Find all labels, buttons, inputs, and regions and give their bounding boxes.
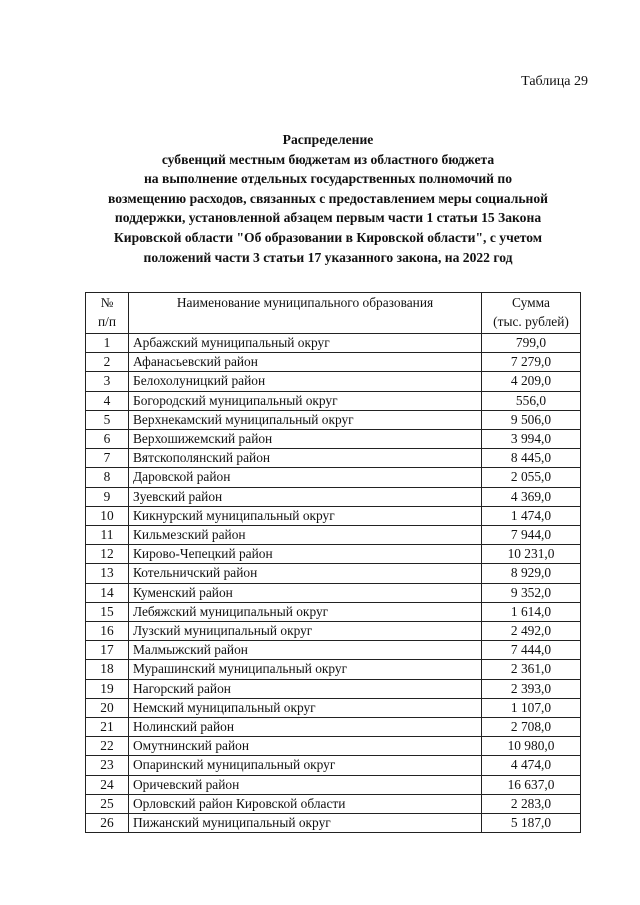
header-sum-line2: (тыс. рублей) <box>493 314 569 329</box>
row-amount: 2 361,0 <box>482 660 581 679</box>
table-row <box>86 564 581 583</box>
row-municipality-name: Вятскополянский район <box>129 449 482 468</box>
row-number: 24 <box>86 775 129 794</box>
table-row <box>86 775 581 794</box>
row-number: 17 <box>86 641 129 660</box>
header-number-line2: п/п <box>97 314 117 329</box>
title-line: на выполнение отдельных государственных полномочий по <box>143 171 513 187</box>
row-amount: 1 474,0 <box>482 506 581 525</box>
row-municipality-name: Омутнинский район <box>129 737 482 756</box>
row-municipality-name: Лузский муниципальный округ <box>129 622 482 641</box>
row-municipality-name: Нагорский район <box>129 679 482 698</box>
title-line: субвенций местным бюджетам из областного бюджета <box>161 151 495 167</box>
table-row <box>86 353 581 372</box>
table-row <box>86 756 581 775</box>
row-municipality-name: Кильмезский район <box>129 526 482 545</box>
row-number: 22 <box>86 737 129 756</box>
row-amount: 556,0 <box>482 391 581 410</box>
row-amount: 9 506,0 <box>482 410 581 429</box>
row-number: 20 <box>86 698 129 717</box>
table-header-row <box>86 293 581 334</box>
row-municipality-name: Афанасьевский район <box>129 353 482 372</box>
row-municipality-name: Оричевский район <box>129 775 482 794</box>
table-body <box>86 334 581 833</box>
row-amount: 4 209,0 <box>482 372 581 391</box>
row-number: 7 <box>86 449 129 468</box>
row-amount: 4 474,0 <box>482 756 581 775</box>
row-amount: 8 929,0 <box>482 564 581 583</box>
row-amount: 7 444,0 <box>482 641 581 660</box>
table-row <box>86 660 581 679</box>
row-municipality-name: Пижанский муниципальный округ <box>129 814 482 833</box>
row-number: 9 <box>86 487 129 506</box>
table-row <box>86 506 581 525</box>
table-row <box>86 487 581 506</box>
row-amount: 799,0 <box>482 334 581 353</box>
row-amount: 7 279,0 <box>482 353 581 372</box>
row-number: 6 <box>86 430 129 449</box>
row-number: 10 <box>86 506 129 525</box>
row-amount: 2 283,0 <box>482 794 581 813</box>
row-amount: 10 231,0 <box>482 545 581 564</box>
title-line: Кировской области "Об образовании в Кировской области", с учетом <box>113 229 543 245</box>
row-number: 3 <box>86 372 129 391</box>
row-municipality-name: Орловский район Кировской области <box>129 794 482 813</box>
title-line: возмещению расходов, связанных с предоставлением меры социальной <box>108 190 548 206</box>
row-number: 26 <box>86 814 129 833</box>
document-title <box>80 130 576 267</box>
title-line: Распределение <box>282 132 374 147</box>
row-amount: 2 055,0 <box>482 468 581 487</box>
row-number: 14 <box>86 583 129 602</box>
row-number: 18 <box>86 660 129 679</box>
row-number: 1 <box>86 334 129 353</box>
table-row <box>86 794 581 813</box>
row-municipality-name: Верхнекамский муниципальный округ <box>129 410 482 429</box>
row-number: 15 <box>86 602 129 621</box>
table-number: Таблица 29 <box>521 74 588 89</box>
table-row <box>86 718 581 737</box>
row-amount: 2 393,0 <box>482 679 581 698</box>
header-number <box>86 293 129 334</box>
table-row <box>86 449 581 468</box>
header-name: Наименование муниципального образования <box>129 293 482 334</box>
table-row <box>86 526 581 545</box>
row-amount: 2 708,0 <box>482 718 581 737</box>
table-row <box>86 410 581 429</box>
table-row <box>86 679 581 698</box>
row-municipality-name: Опаринский муниципальный округ <box>129 756 482 775</box>
table-row <box>86 602 581 621</box>
table-row <box>86 334 581 353</box>
table-row <box>86 641 581 660</box>
row-amount: 1 614,0 <box>482 602 581 621</box>
row-municipality-name: Зуевский район <box>129 487 482 506</box>
row-municipality-name: Мурашинский муниципальный округ <box>129 660 482 679</box>
row-amount: 16 637,0 <box>482 775 581 794</box>
row-number: 4 <box>86 391 129 410</box>
row-municipality-name: Котельничский район <box>129 564 482 583</box>
table-row <box>86 814 581 833</box>
row-number: 25 <box>86 794 129 813</box>
row-amount: 7 944,0 <box>482 526 581 545</box>
row-number: 12 <box>86 545 129 564</box>
table-row <box>86 468 581 487</box>
row-municipality-name: Кирово-Чепецкий район <box>129 545 482 564</box>
row-amount: 4 369,0 <box>482 487 581 506</box>
table-row <box>86 545 581 564</box>
header-number-line1: № <box>100 295 114 310</box>
table-row <box>86 391 581 410</box>
row-number: 8 <box>86 468 129 487</box>
row-municipality-name: Малмыжский район <box>129 641 482 660</box>
row-amount: 10 980,0 <box>482 737 581 756</box>
table-row <box>86 737 581 756</box>
table-row <box>86 583 581 602</box>
row-municipality-name: Богородский муниципальный округ <box>129 391 482 410</box>
row-municipality-name: Кикнурский муниципальный округ <box>129 506 482 525</box>
row-number: 19 <box>86 679 129 698</box>
table-row <box>86 622 581 641</box>
header-sum <box>482 293 581 334</box>
row-number: 13 <box>86 564 129 583</box>
table-row <box>86 698 581 717</box>
subsidy-distribution-table <box>85 292 581 833</box>
row-number: 5 <box>86 410 129 429</box>
row-number: 23 <box>86 756 129 775</box>
row-municipality-name: Нолинский район <box>129 718 482 737</box>
title-line: поддержки, установленной абзацем первым части 1 статьи 15 Закона <box>114 210 542 226</box>
row-municipality-name: Верхошижемский район <box>129 430 482 449</box>
row-amount: 5 187,0 <box>482 814 581 833</box>
row-amount: 8 445,0 <box>482 449 581 468</box>
row-amount: 1 107,0 <box>482 698 581 717</box>
table-row <box>86 430 581 449</box>
row-number: 21 <box>86 718 129 737</box>
row-municipality-name: Немский муниципальный округ <box>129 698 482 717</box>
row-municipality-name: Даровской район <box>129 468 482 487</box>
row-amount: 9 352,0 <box>482 583 581 602</box>
table-row <box>86 372 581 391</box>
row-amount: 2 492,0 <box>482 622 581 641</box>
title-line: положений части 3 статьи 17 указанного закона, на 2022 год <box>143 249 513 265</box>
row-municipality-name: Лебяжский муниципальный округ <box>129 602 482 621</box>
row-municipality-name: Белохолуницкий район <box>129 372 482 391</box>
row-number: 16 <box>86 622 129 641</box>
row-amount: 3 994,0 <box>482 430 581 449</box>
row-number: 2 <box>86 353 129 372</box>
row-number: 11 <box>86 526 129 545</box>
row-municipality-name: Куменский район <box>129 583 482 602</box>
header-sum-line1: Сумма <box>512 295 550 310</box>
row-municipality-name: Арбажский муниципальный округ <box>129 334 482 353</box>
